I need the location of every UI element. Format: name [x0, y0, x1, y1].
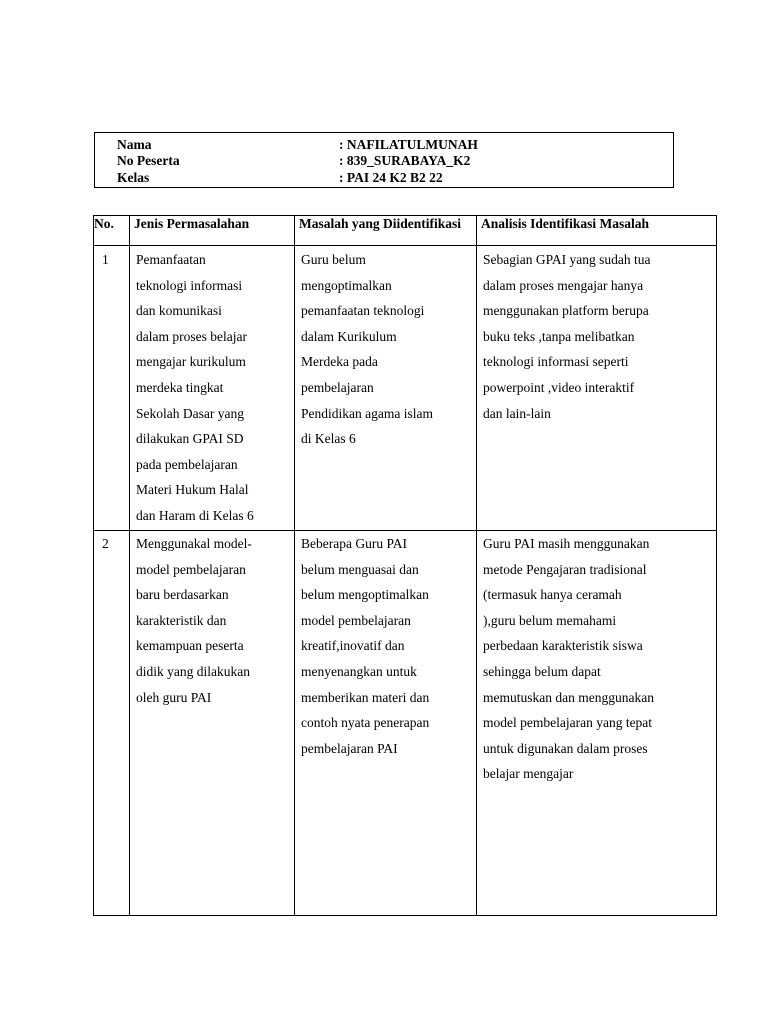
cell-text-line: (termasuk hanya ceramah	[483, 587, 622, 603]
cell-text-line: menyenangkan untuk	[301, 663, 417, 679]
cell-text-line: Sebagian GPAI yang sudah tua	[483, 252, 651, 267]
jenis-cell	[130, 531, 295, 916]
cell-text-line: baru berdasarkan	[136, 587, 229, 603]
cell-text-line: pemanfaatan teknologi	[301, 303, 425, 319]
cell-text-line: menggunakan platform berupa	[483, 303, 649, 319]
cell-text-line: dan lain-lain	[483, 405, 551, 421]
analisis-cell	[477, 531, 717, 916]
participant-info-box	[94, 132, 674, 188]
cell-text-line: sehingga belum dapat	[483, 663, 601, 679]
cell-text-line: mengajar kurikulum	[136, 354, 246, 370]
cell-text-line: Guru PAI masih menggunakan	[483, 536, 650, 551]
cell-text-line: dalam proses mengajar hanya	[483, 277, 644, 293]
header-masalah: Masalah yang Diidentifikasi	[295, 216, 477, 246]
cell-text-line: teknologi informasi seperti	[483, 354, 629, 370]
cell-text-line: pembelajaran	[301, 379, 374, 395]
cell-text-line: dan komunikasi	[136, 303, 222, 319]
cell-text-line: Pemanfaatan	[136, 252, 206, 267]
cell-text-line: kreatif,inovatif dan	[301, 638, 405, 654]
cell-text-line: dalam Kurikulum	[301, 328, 397, 344]
kelas-label: Kelas	[117, 170, 150, 185]
cell-text-line: Merdeka pada	[301, 354, 378, 370]
table-row	[94, 531, 717, 916]
masalah-cell	[295, 246, 477, 531]
masalah-cell	[295, 531, 477, 916]
cell-text-line: oleh guru PAI	[136, 689, 212, 705]
cell-text-line: Sekolah Dasar yang	[136, 405, 244, 421]
analisis-cell	[477, 246, 717, 531]
kelas-value: : PAI 24 K2 B2 22	[339, 170, 443, 185]
table-header-row	[94, 216, 717, 246]
header-no: No.	[94, 216, 130, 246]
header-jenis: Jenis Permasalahan	[130, 216, 295, 246]
cell-text-line: model pembelajaran	[136, 561, 246, 577]
cell-text-line: belajar mengajar	[483, 766, 574, 782]
cell-text-line: metode Pengajaran tradisional	[483, 561, 647, 577]
row-number: 2	[94, 531, 130, 916]
problem-identification-table	[93, 215, 717, 916]
nama-label: Nama	[117, 137, 152, 152]
cell-text-line: model pembelajaran yang tepat	[483, 715, 653, 731]
cell-text-line: dilakukan GPAI SD	[136, 431, 244, 447]
cell-text-line: didik yang dilakukan	[136, 663, 250, 679]
cell-text-line: Materi Hukum Halal	[136, 482, 249, 498]
cell-text-line: karakteristik dan	[136, 612, 227, 628]
cell-text-line: Beberapa Guru PAI	[301, 536, 407, 551]
cell-text-line: belum mengoptimalkan	[301, 587, 429, 603]
cell-text-line: model pembelajaran	[301, 612, 411, 628]
cell-text-line: di Kelas 6	[301, 431, 356, 447]
peserta-value: : 839_SURABAYA_K2	[339, 153, 471, 168]
cell-text-line: contoh nyata penerapan	[301, 715, 430, 731]
cell-text-line: pada pembelajaran	[136, 456, 238, 472]
cell-text-line: buku teks ,tanpa melibatkan	[483, 328, 635, 344]
nama-value: : NAFILATULMUNAH	[339, 137, 478, 152]
cell-text-line: dalam proses belajar	[136, 328, 247, 344]
cell-text-line: Menggunakal model-	[136, 536, 252, 551]
jenis-cell	[130, 246, 295, 531]
cell-text-line: ),guru belum memahami	[483, 612, 617, 628]
cell-text-line: belum menguasai dan	[301, 561, 419, 577]
table-row	[94, 246, 717, 531]
cell-text-line: untuk digunakan dalam proses	[483, 740, 648, 756]
cell-text-line: mengoptimalkan	[301, 277, 392, 293]
cell-text-line: powerpoint ,video interaktif	[483, 379, 635, 395]
cell-text-line: perbedaan karakteristik siswa	[483, 638, 643, 654]
cell-text-line: dan Haram di Kelas 6	[136, 507, 254, 523]
cell-text-line: memberikan materi dan	[301, 689, 430, 705]
cell-text-line: teknologi informasi	[136, 277, 243, 293]
header-analisis: Analisis Identifikasi Masalah	[477, 216, 717, 246]
cell-text-line: merdeka tingkat	[136, 379, 224, 395]
peserta-label: No Peserta	[117, 153, 180, 168]
cell-text-line: pembelajaran PAI	[301, 740, 398, 756]
cell-text-line: Guru belum	[301, 252, 366, 267]
cell-text-line: kemampuan peserta	[136, 638, 244, 654]
cell-text-line: memutuskan dan menggunakan	[483, 689, 654, 705]
row-number: 1	[94, 246, 130, 531]
cell-text-line: Pendidikan agama islam	[301, 405, 433, 421]
